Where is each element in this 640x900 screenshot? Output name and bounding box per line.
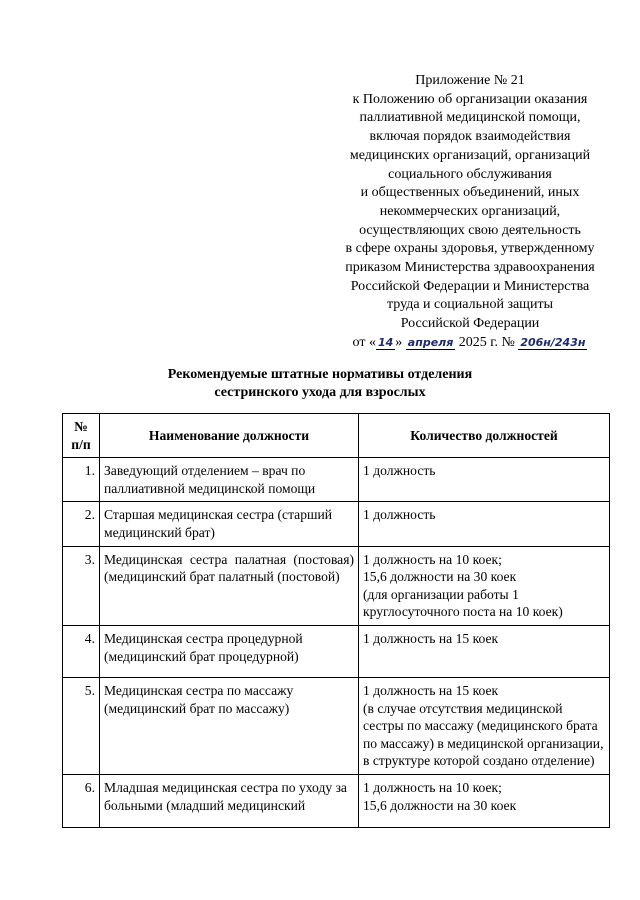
handwritten-order-number: 206н/243н <box>520 335 586 349</box>
title-line-1: Рекомендуемые штатные нормативы отделения <box>167 367 473 382</box>
header-line: паллиативной медицинской помощи, <box>359 110 581 126</box>
position-quantity <box>359 546 610 625</box>
position-name: Заведующий отделением – врач по паллиативной медицинской помощи <box>100 458 359 502</box>
row-number: 3. <box>63 546 100 625</box>
quantity-line: 15,6 должности на 30 коек <box>363 569 517 585</box>
header-line: некоммерческих организаций, <box>379 203 561 219</box>
header-line: в сфере охраны здоровья, утвержденному <box>345 241 595 257</box>
handwritten-day: 14 <box>377 335 394 349</box>
table-row <box>63 774 610 827</box>
order-date-line <box>320 334 620 353</box>
quantity-line: 1 должность на 10 коек; <box>363 551 502 567</box>
table-row <box>63 546 610 625</box>
header-line: включая порядок взаимодействия <box>369 129 571 145</box>
table-row <box>63 677 610 774</box>
quantity-line: (для организации работы 1 круглосуточного поста на 10 коек) <box>363 586 563 620</box>
header-line: медицинских организаций, организаций <box>349 147 591 163</box>
date-prefix: от « <box>352 334 376 350</box>
position-quantity <box>359 458 610 502</box>
position-name <box>100 774 359 827</box>
quantity-line: 1 должность на 15 коек <box>363 682 499 698</box>
row-number: 4. <box>63 625 100 677</box>
quantity-line: 15,6 должности на 30 коек <box>363 797 517 813</box>
header-line: к Положению об организации оказания <box>352 91 588 107</box>
position-name: Медицинская сестра по массажу (медицинский брат по массажу) <box>100 677 359 774</box>
quantity-line: 1 должность <box>363 463 436 479</box>
position-name-text: Младшая медицинская сестра по уходу за больными (младший медицинский <box>104 779 347 813</box>
header-line: Российской Федерации <box>400 316 540 332</box>
position-quantity <box>359 625 610 677</box>
title-line-2: сестринского ухода для взрослых <box>214 385 426 400</box>
table-row <box>63 502 610 546</box>
date-mid: » <box>395 334 403 350</box>
quantity-line: (в случае отсутствия медицинской сестры по массажу (медицинского брата по массажу) в медицинской организации, в структуре которой создано отделение) <box>363 700 604 769</box>
header-line: приказом Министерства здравоохранения <box>345 260 595 276</box>
header-line: труда и социальной защиты <box>387 297 553 313</box>
table-row <box>63 625 610 677</box>
quantity-line: 1 должность на 10 коек; <box>363 779 502 795</box>
position-quantity <box>359 502 610 546</box>
table-header-row <box>63 414 610 458</box>
header-quantity: Количество должностей <box>359 414 610 458</box>
header-num: № п/п <box>63 414 100 458</box>
position-name: Медицинская сестра процедурной (медицинский брат процедурной) <box>100 625 359 677</box>
quantity-line: 1 должность <box>363 507 436 523</box>
header-line: Приложение № 21 <box>415 73 525 88</box>
staffing-table <box>62 413 610 828</box>
header-line: и общественных объединений, иных <box>360 185 580 201</box>
header-line: осуществляющих свою деятельность <box>359 222 581 238</box>
header-line: Российской Федерации и Министерства <box>350 278 590 294</box>
quantity-line: 1 должность на 15 коек <box>363 630 499 646</box>
header-line: социального обслуживания <box>388 166 552 182</box>
row-number: 2. <box>63 502 100 546</box>
position-name: Медицинская сестра палатная (постовая) (медицинский брат палатный (постовой) <box>100 546 359 625</box>
document-title <box>60 366 580 402</box>
row-number: 5. <box>63 677 100 774</box>
handwritten-month: апреля <box>407 335 454 349</box>
position-quantity <box>359 774 610 827</box>
row-number: 1. <box>63 458 100 502</box>
position-quantity <box>359 677 610 774</box>
row-number: 6. <box>63 774 100 827</box>
header-position: Наименование должности <box>100 414 359 458</box>
appendix-header <box>320 72 620 353</box>
date-year: 2025 г. № <box>458 334 515 350</box>
table-row <box>63 458 610 502</box>
position-name: Старшая медицинская сестра (старший медицинский брат) <box>100 502 359 546</box>
